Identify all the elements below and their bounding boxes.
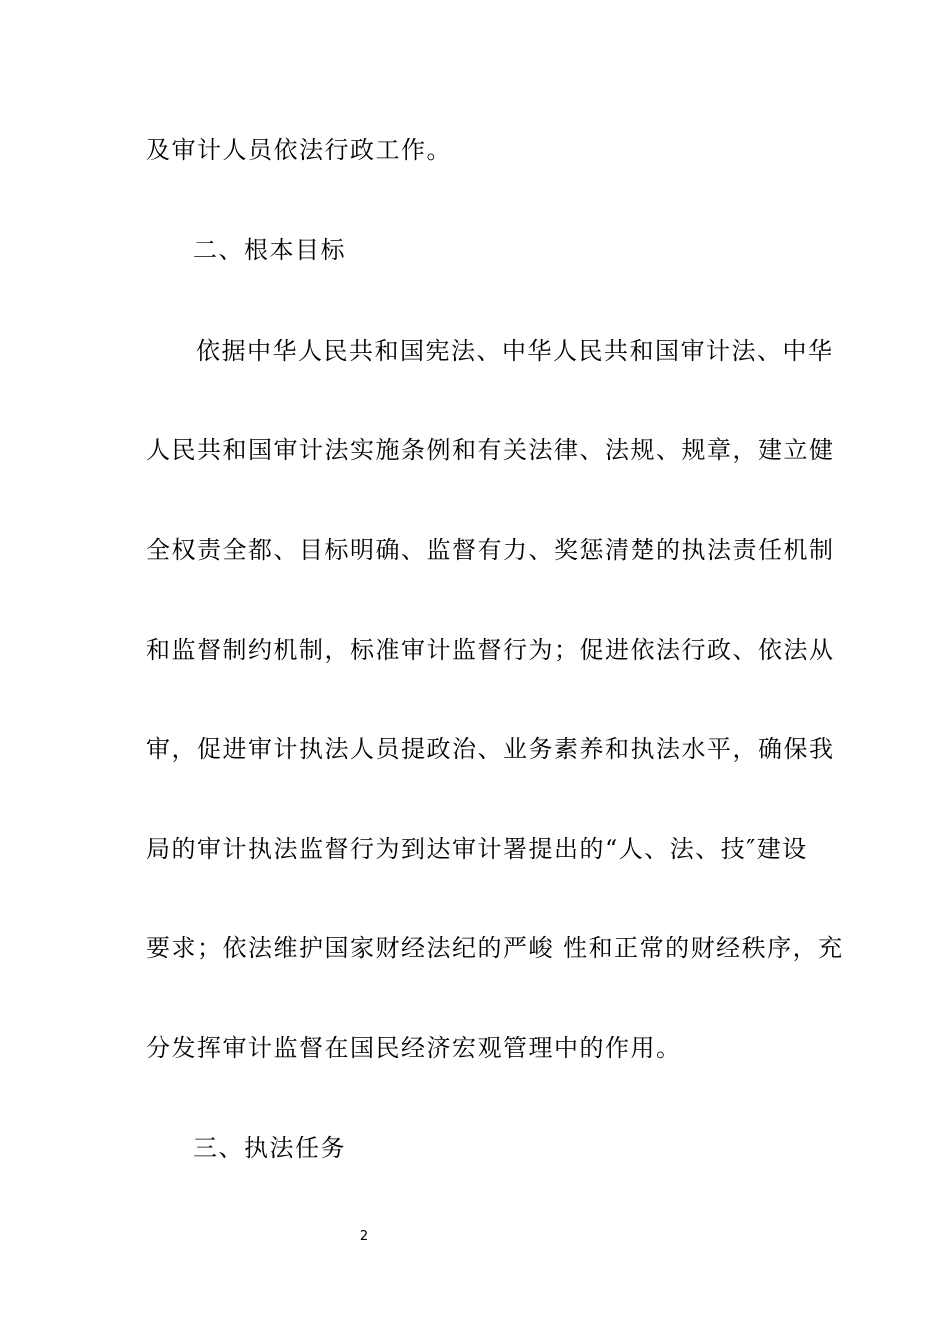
- section-heading-goals: 二、根本目标: [193, 236, 346, 264]
- section-heading-tasks: 三、执法任务: [193, 1134, 346, 1162]
- paragraph-line: 分发挥审计监督在国民经济宏观管理中的作用。: [146, 1034, 682, 1062]
- page-number: 2: [359, 1229, 369, 1244]
- paragraph-line: 局的审计执法监督行为到达审计署提出的“人、法、技″建设: [146, 835, 808, 863]
- paragraph-line: 依据中华人民共和国宪法、中华人民共和国审计法、中华: [196, 337, 834, 365]
- paragraph-line: 人民共和国审计法实施条例和有关法律、法规、规章，建立健: [146, 436, 835, 464]
- paragraph-line: 和监督制约机制，标准审计监督行为；促进依法行政、依法从: [146, 636, 835, 664]
- paragraph-continuation-line: 及审计人员依法行政工作。: [146, 136, 452, 164]
- paragraph-line: 审，促进审计执法人员提政治、业务素养和执法水平，确保我: [146, 735, 835, 763]
- paragraph-line: 要求；依法维护国家财经法纪的严峻 性和正常的财经秩序，充: [146, 934, 844, 962]
- paragraph-line: 全权责全都、目标明确、监督有力、奖惩清楚的执法责任机制: [146, 536, 835, 564]
